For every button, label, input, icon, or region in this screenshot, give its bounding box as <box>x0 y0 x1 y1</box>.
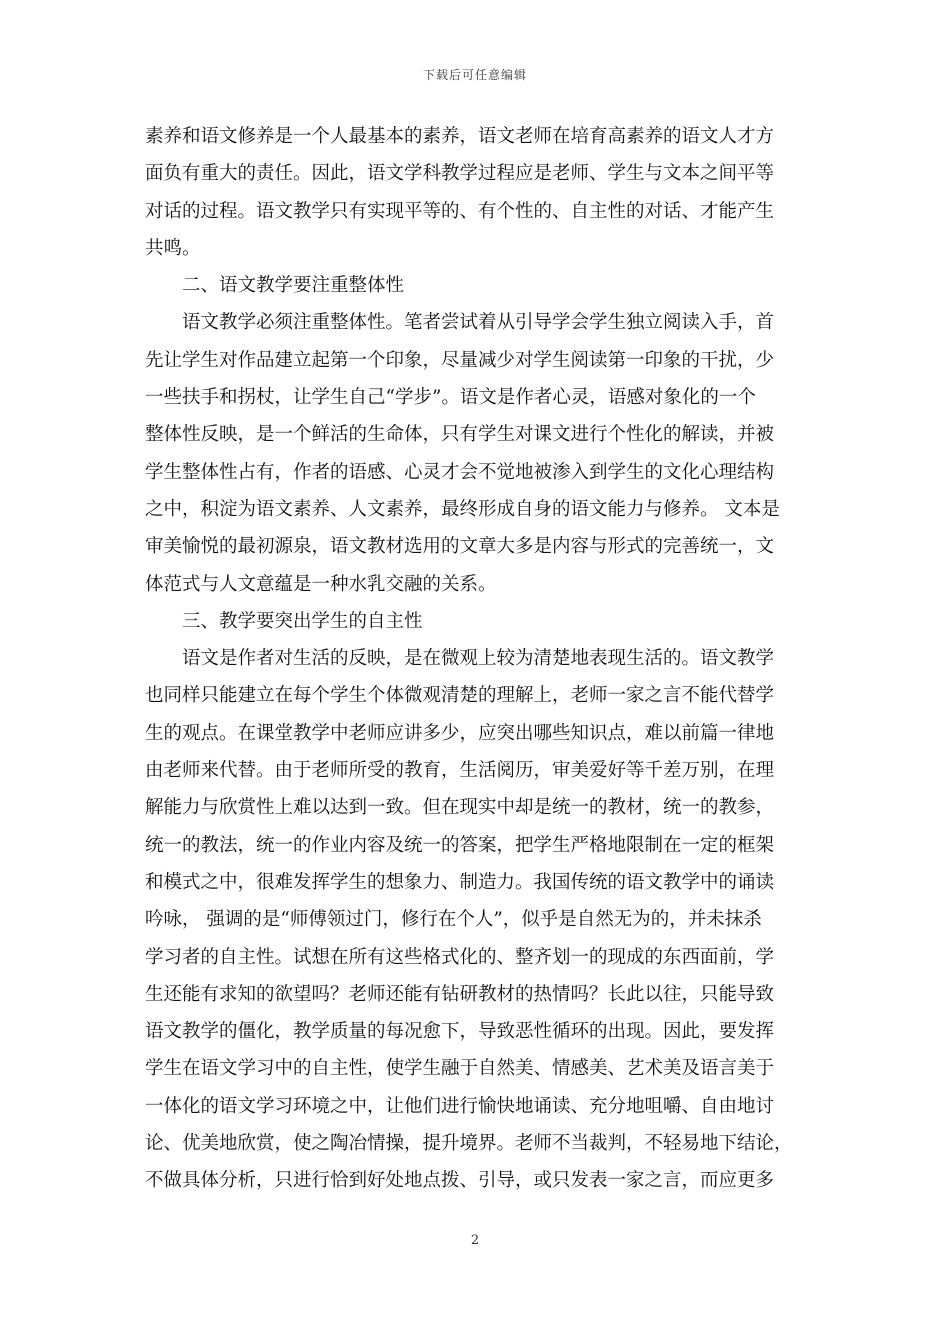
text-line: 学生整体性占有，作者的语感、心灵才会不觉地被渗入到学生的文化心理结构 <box>145 461 775 483</box>
text-line: 面负有重大的责任。因此，语文学科教学过程应是老师、学生与文本之间平等 <box>145 163 775 185</box>
text-line: 由老师来代替。由于老师所受的教育，生活阅历，审美爱好等千差万别，在理 <box>145 760 775 782</box>
page-header: 下载后可任意编辑 <box>422 68 527 82</box>
text-line: 体范式与人文意蕴是一种水乳交融的关系。 <box>145 573 497 595</box>
page-number: 2 <box>470 1233 480 1248</box>
text-line: 和模式之中，很难发挥学生的想象力、制造力。我国传统的语文教学中的诵读 <box>145 871 775 893</box>
text-line: 语文教学的僵化，教学质量的每况愈下，导致恶性循环的出现。因此，要发挥 <box>145 1021 775 1043</box>
text-line: 一些扶手和拐杖，让学生自己“学步”。语文是作者心灵，语感对象化的一个 <box>145 387 756 409</box>
document-body <box>145 118 810 1200</box>
text-line: 三、教学要突出学生的自主性 <box>182 610 423 632</box>
text-line: 也同样只能建立在每个学生个体微观清楚的理解上，老师一家之言不能代替学 <box>145 685 775 707</box>
text-line: 论、优美地欣赏，使之陶冶情操，提升境界。老师不当裁判，不轻易地下结论， <box>145 1133 793 1155</box>
text-line: 之中，积淀为语文素养、人文素养，最终形成自身的语文能力与修养。 文本是 <box>145 498 780 520</box>
text-line: 统一的教法，统一的作业内容及统一的答案，把学生严格地限制在一定的框架 <box>145 834 775 856</box>
text-line: 学习者的自主性。试想在所有这些格式化的、整齐划一的现成的东西面前，学 <box>145 946 775 968</box>
text-line: 整体性反映，是一个鲜活的生命体，只有学生对课文进行个性化的解读，并被 <box>145 424 775 446</box>
text-line: 审美愉悦的最初源泉，语文教材选用的文章大多是内容与形式的完善统一，文 <box>145 536 775 558</box>
text-line: 素养和语文修养是一个人最基本的素养，语文老师在培育高素养的语文人才方 <box>145 126 775 147</box>
text-line: 对话的过程。语文教学只有实现平等的、有个性的、自主性的对话、才能产生 <box>145 200 775 222</box>
text-line: 先让学生对作品建立起第一个印象，尽量减少对学生阅读第一印象的干扰，少 <box>145 349 775 371</box>
text-line: 生还能有求知的欲望吗？老师还能有钻研教材的热情吗？长此以往，只能导致 <box>145 983 775 1005</box>
text-line: 生的观点。在课堂教学中老师应讲多少，应突出哪些知识点，难以前篇一律地 <box>145 722 775 744</box>
text-line: 共鸣。 <box>145 237 201 259</box>
text-line: 解能力与欣赏性上难以达到一致。但在现实中却是统一的教材，统一的教参， <box>145 797 775 819</box>
text-line: 语文教学必须注重整体性。笔者尝试着从引导学会学生独立阅读入手，首 <box>182 312 775 334</box>
text-line: 不做具体分析，只进行恰到好处地点拨、引导，或只发表一家之言，而应更多 <box>145 1170 775 1192</box>
text-line: 吟咏， 强调的是“师傅领过门，修行在个人”，似乎是自然无为的，并未抹杀 <box>145 909 762 931</box>
text-line: 语文是作者对生活的反映，是在微观上较为清楚地表现生活的。语文教学 <box>182 648 775 670</box>
text-line: 二、语文教学要注重整体性 <box>182 275 405 297</box>
text-line: 学生在语文学习中的自主性，使学生融于自然美、情感美、艺术美及语言美于 <box>145 1058 775 1080</box>
text-line: 一体化的语文学习环境之中，让他们进行愉快地诵读、充分地咀嚼、自由地讨 <box>145 1095 775 1117</box>
